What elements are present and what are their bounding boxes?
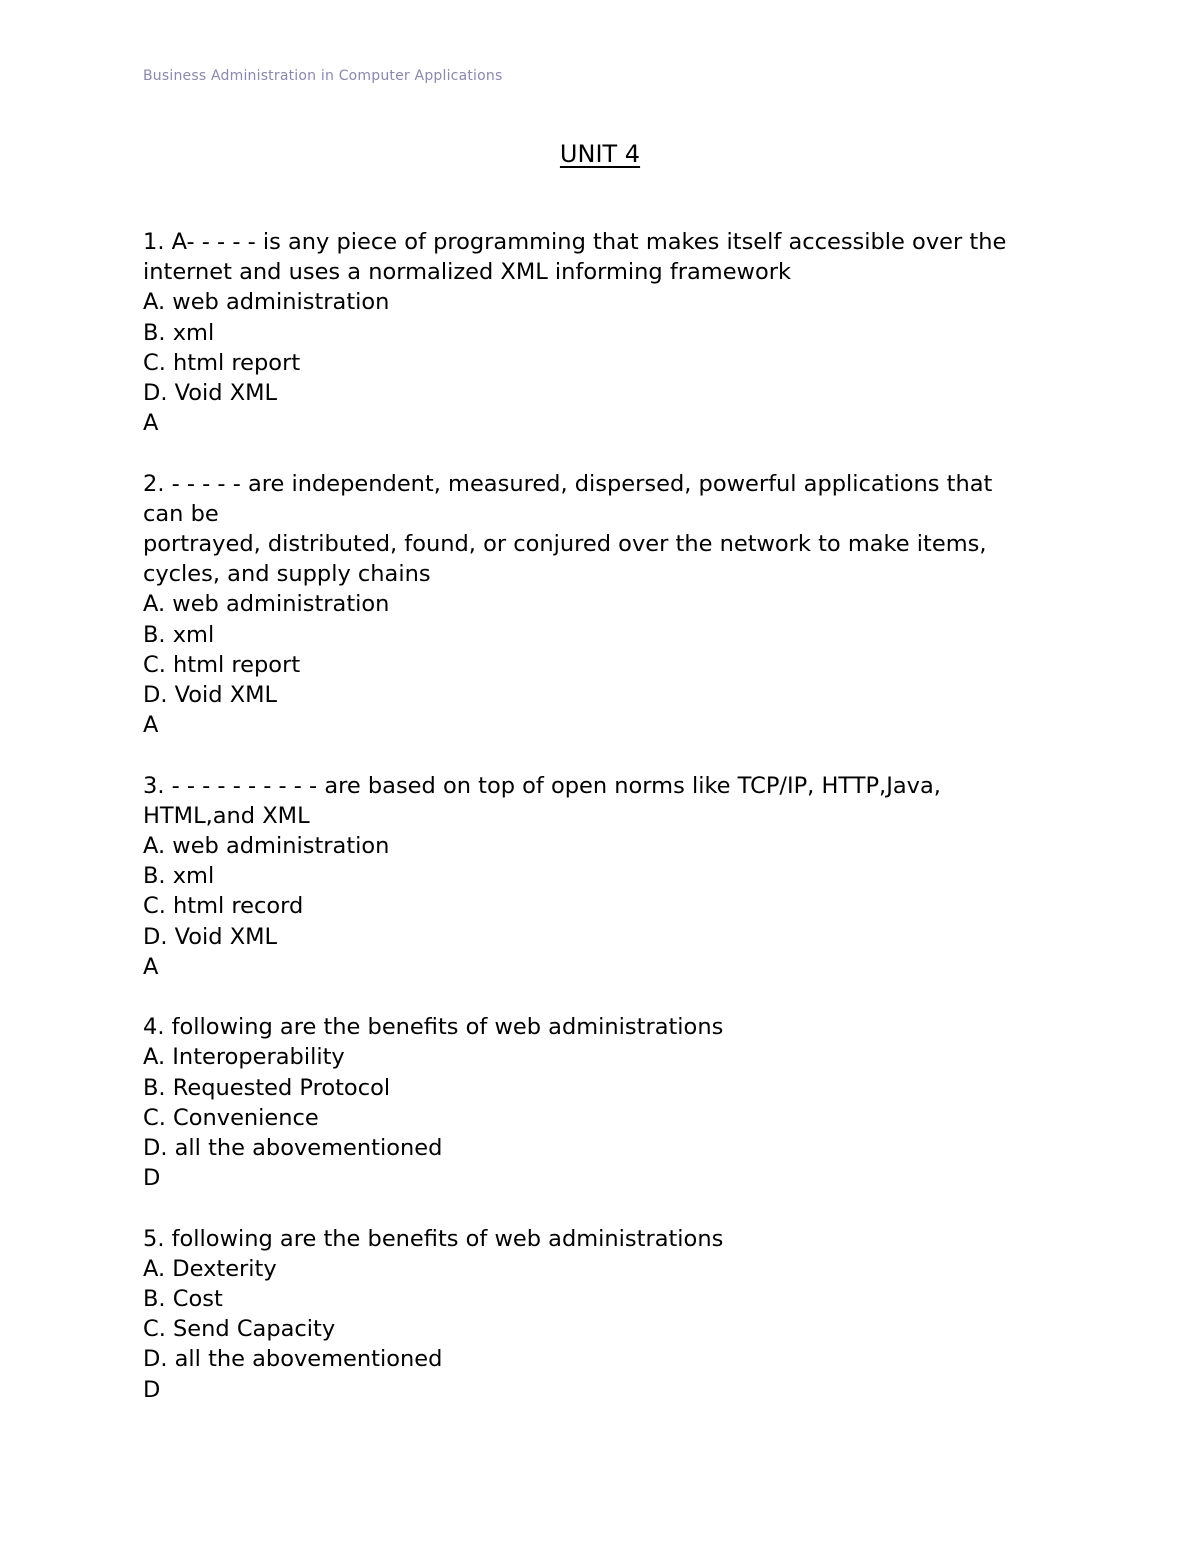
answer: A xyxy=(143,712,159,739)
question-stem-line: can be xyxy=(143,500,219,527)
option-a: A. web administration xyxy=(143,289,390,316)
question-stem-line: 4. following are the benefits of web administrations xyxy=(143,1014,724,1041)
option-b: B. xml xyxy=(143,621,215,648)
option-d: D. Void XML xyxy=(143,923,278,950)
question-stem-line: 1. A- - - - - is any piece of programming that makes itself accessible over the xyxy=(143,229,1007,255)
option-c: C. html record xyxy=(143,893,304,920)
question-stem-line: 5. following are the benefits of web administrations xyxy=(143,1225,724,1252)
question-stem-line: 2. - - - - - are independent, measured, dispersed, powerful applications that xyxy=(143,470,993,497)
question-list xyxy=(143,227,1063,1435)
option-d: D. all the abovementioned xyxy=(143,1346,443,1373)
option-a: A. web administration xyxy=(143,833,390,860)
option-c: C. html report xyxy=(143,651,301,678)
question-stem-line: internet and uses a normalized XML informing framework xyxy=(143,259,792,286)
option-a: A. web administration xyxy=(143,591,390,618)
option-a: A. Interoperability xyxy=(143,1044,345,1071)
option-c: C. html report xyxy=(143,349,301,376)
option-d: D. Void XML xyxy=(143,380,278,407)
option-d: D. all the abovementioned xyxy=(143,1135,443,1162)
answer: D xyxy=(143,1376,161,1403)
option-d: D. Void XML xyxy=(143,682,278,709)
question-block xyxy=(143,1224,1063,1405)
option-c: C. Send Capacity xyxy=(143,1316,336,1343)
question-stem-line: portrayed, distributed, found, or conjured over the network to make items, xyxy=(143,531,987,558)
option-a: A. Dexterity xyxy=(143,1255,277,1282)
question-block xyxy=(143,1012,1063,1193)
question-stem-line: cycles, and supply chains xyxy=(143,561,431,588)
question-stem-line: 3. - - - - - - - - - - are based on top of open norms like TCP/IP, HTTP,Java, xyxy=(143,772,941,799)
question-block xyxy=(143,227,1063,438)
question-block xyxy=(143,469,1063,741)
unit-title: UNIT 4 xyxy=(559,140,641,168)
answer: A xyxy=(143,410,159,437)
option-b: B. Cost xyxy=(143,1286,223,1313)
answer: A xyxy=(143,953,159,980)
page-header: Business Administration in Computer Applications xyxy=(143,68,503,84)
option-b: B. xml xyxy=(143,863,215,890)
question-block xyxy=(143,771,1063,982)
option-b: B. xml xyxy=(143,319,215,346)
option-b: B. Requested Protocol xyxy=(143,1074,391,1101)
answer: D xyxy=(143,1165,161,1192)
question-stem-line: HTML,and XML xyxy=(143,802,310,829)
option-c: C. Convenience xyxy=(143,1104,319,1131)
